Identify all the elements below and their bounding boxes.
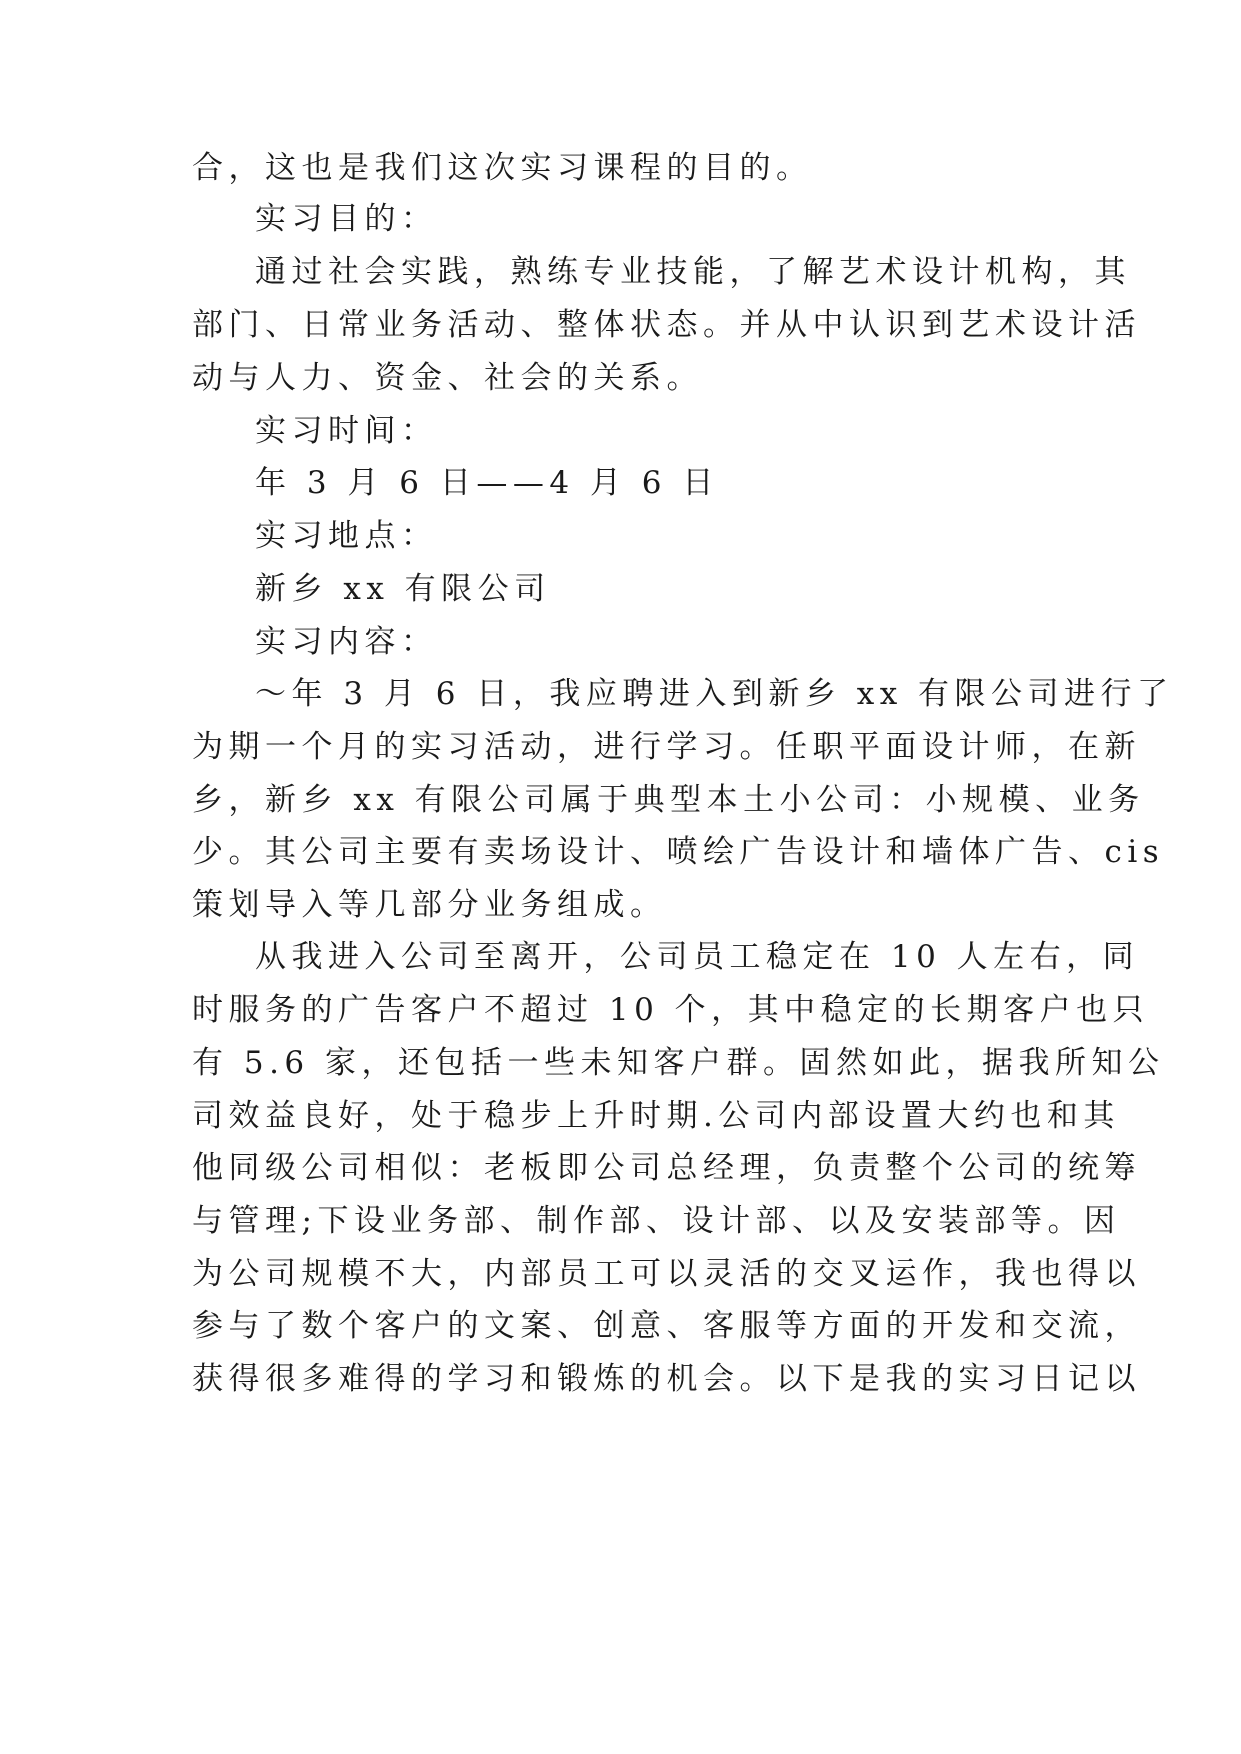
text-line-15: 策划导入等几部分业务组成。 [192, 887, 667, 923]
text-line-17: 时服务的广告客户不超过 10 个，其中稳定的长期客户也只 [192, 992, 1150, 1028]
text-line-19: 司效益良好，处于稳步上升时期.公司内部设置大约也和其 [192, 1098, 1120, 1134]
text-line-5: 动与人力、资金、社会的关系。 [192, 360, 703, 396]
text-line-12: 为期一个月的实习活动，进行学习。任职平面设计师，在新 [192, 729, 1141, 765]
section-heading-content: 实习内容： [255, 624, 438, 660]
section-heading-purpose: 实习目的： [255, 201, 438, 237]
text-line-13: 乡，新乡 xx 有限公司属于典型本土小公司：小规模、业务 [192, 782, 1145, 818]
text-line-22: 为公司规模不大，内部员工可以灵活的交叉运作，我也得以 [192, 1256, 1141, 1292]
text-line-7: 年 3 月 6 日——4 月 6 日 [255, 465, 719, 501]
text-line-21: 与管理;下设业务部、制作部、设计部、以及安装部等。因 [192, 1203, 1121, 1239]
text-line-3: 通过社会实践，熟练专业技能，了解艺术设计机构，其 [255, 254, 1131, 290]
section-heading-location: 实习地点： [255, 518, 438, 554]
text-line-18: 有 5.6 家，还包括一些未知客户群。固然如此，据我所知公 [192, 1045, 1165, 1081]
text-line-24: 获得很多难得的学习和锻炼的机会。以下是我的实习日记以 [192, 1361, 1141, 1397]
text-line-23: 参与了数个客户的文案、创意、客服等方面的开发和交流， [192, 1308, 1141, 1344]
text-line-4: 部门、日常业务活动、整体状态。并从中认识到艺术设计活 [192, 307, 1141, 343]
text-line-9: 新乡 xx 有限公司 [255, 571, 551, 607]
text-line-16: 从我进入公司至离开，公司员工稳定在 10 人左右，同 [255, 939, 1140, 975]
text-line-14: 少。其公司主要有卖场设计、喷绘广告设计和墙体广告、cis [192, 834, 1165, 870]
section-heading-time: 实习时间： [255, 413, 438, 449]
text-line-20: 他同级公司相似：老板即公司总经理，负责整个公司的统筹 [192, 1150, 1141, 1186]
text-line-11: ～年 3 月 6 日，我应聘进入到新乡 xx 有限公司进行了 [255, 676, 1174, 712]
text-line-1: 合，这也是我们这次实习课程的目的。 [192, 150, 813, 186]
